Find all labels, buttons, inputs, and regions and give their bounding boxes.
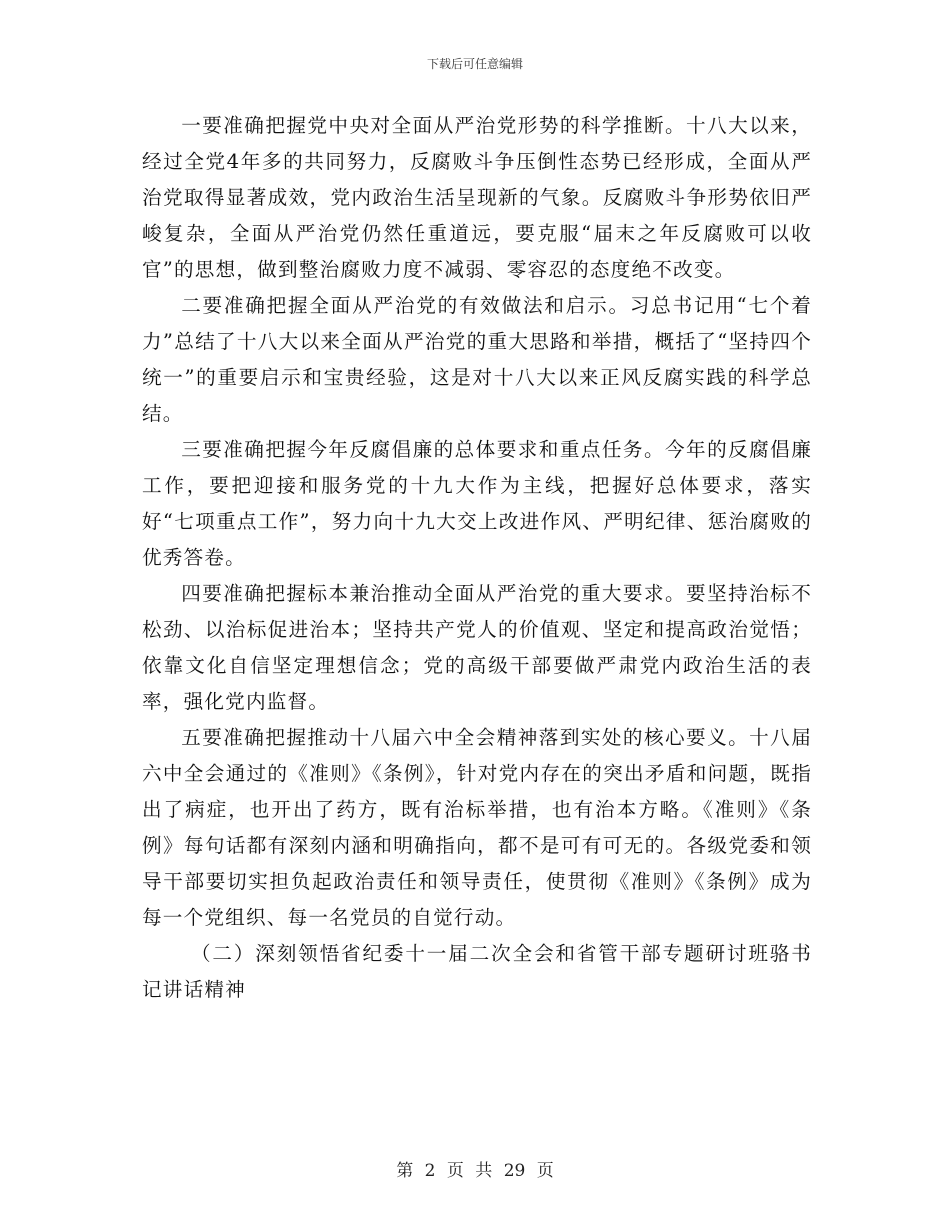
paragraph-5: 五要准确把握推动十八届六中全会精神落到实处的核心要义。十八届六中全会通过的《准则》《条例》，针对党内存在的突出矛盾和问题，既指出了病症，也开出了药方，既有治标举措，也有治本方略。《准则》《条例》每句话都有深刻内涵和明确指向，都不是可有可无的。各级党委和领导干部要切实担负起政治责任和领导责任，使贯彻《准则》《条例》成为每一个党组织、每一名党员的自觉行动。 — [142, 726, 812, 929]
document-body — [142, 108, 812, 1008]
page-header-note: 下载后可任意编辑 — [426, 57, 523, 71]
paragraph-2: 二要准确把握全面从严治党的有效做法和启示。习总书记用“七个着力”总结了十八大以来全面从严治党的重大思路和举措，概括了“坚持四个统一”的重要启示和宝贵经验，这是对十八大以来正风反腐实践的科学总结。 — [142, 294, 812, 425]
paragraph-3: 三要准确把握今年反腐倡廉的总体要求和重点任务。今年的反腐倡廉工作，要把迎接和服务党的十九大作为主线，把握好总体要求，落实好“七项重点工作”，努力向十九大交上改进作风、严明纪律、惩治腐败的优秀答卷。 — [142, 438, 812, 569]
page-number: 第 2 页 共 29 页 — [396, 1161, 554, 1181]
paragraph-4: 四要准确把握标本兼治推动全面从严治党的重大要求。要坚持治标不松劲、以治标促进治本；坚持共产党人的价值观、坚定和提高政治觉悟；依靠文化自信坚定理想信念；党的高级干部要做严肃党内政治生活的表率，强化党内监督。 — [142, 582, 812, 713]
paragraph-1: 一要准确把握党中央对全面从严治党形势的科学推断。十八大以来，经过全党4年多的共同努力，反腐败斗争压倒性态势已经形成，全面从严治党取得显著成效，党内政治生活呈现新的气象。反腐败斗争形势依旧严峻复杂，全面从严治党仍然任重道远，要克服“届末之年反腐败可以收官”的思想，做到整治腐败力度不减弱、零容忍的态度绝不改变。 — [142, 114, 812, 281]
section-heading: （二）深刻领悟省纪委十一届二次全会和省管干部专题研讨班骆书记讲话精神 — [142, 942, 812, 1001]
